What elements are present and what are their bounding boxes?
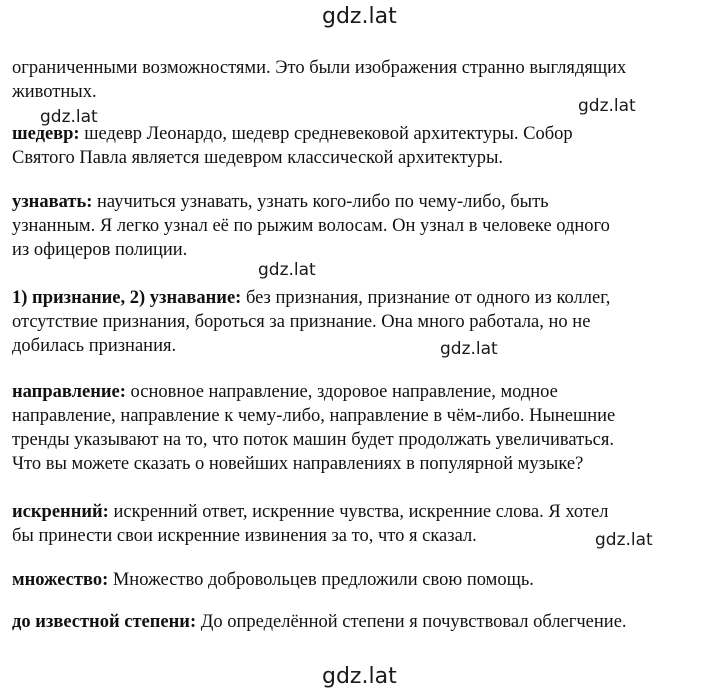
entry-text: искренний ответ, искренние чувства, искренние слова. Я хотел <box>108 502 609 522</box>
entry-direction-line-4: Что вы можете сказать о новейших направлениях в популярной музыке? <box>12 454 584 474</box>
entry-text: Множество добровольцев предложили свою помощь. <box>108 570 534 590</box>
entry-text: без признания, признание от одного из коллег, <box>241 288 611 308</box>
watermark-top: gdz.lat <box>322 4 397 29</box>
watermark: gdz.lat <box>40 107 98 127</box>
watermark-bottom: gdz.lat <box>322 664 397 689</box>
entry-term: до известной степени: <box>12 612 197 632</box>
entry-recognition-line-3: добилась признания. <box>12 336 177 356</box>
intro-line-2: животных. <box>12 82 97 102</box>
entry-term: направление: <box>12 382 126 402</box>
watermark: gdz.lat <box>595 530 653 550</box>
entry-recognize-line-1 <box>12 190 549 214</box>
watermark: gdz.lat <box>258 260 316 280</box>
entry-term: множество: <box>12 570 109 590</box>
entry-term: шедевр: <box>12 124 80 144</box>
entry-text: научиться узнавать, узнать кого-либо по чему-либо, быть <box>92 192 549 212</box>
entry-text: шедевр Леонардо, шедевр средневековой архитектуры. Собор <box>79 124 573 144</box>
entry-sincere-line-1 <box>12 500 608 524</box>
entry-direction-line-3: тренды указывают на то, что поток машин будет продолжать увеличиваться. <box>12 430 615 450</box>
watermark: gdz.lat <box>440 339 498 359</box>
entry-masterpiece-line-2: Святого Павла является шедевром классической архитектуры. <box>12 148 504 168</box>
entry-term: 1) признание, 2) узнавание: <box>12 288 242 308</box>
intro-line-1: ограниченными возможностями. Это были изображения странно выглядящих <box>12 58 627 78</box>
entry-extent-line-1 <box>12 610 627 634</box>
entry-term: узнавать: <box>12 192 93 212</box>
entry-text: основное направление, здоровое направление, модное <box>125 382 558 402</box>
entry-recognize-line-3: из офицеров полиции. <box>12 240 188 260</box>
entry-recognize-line-2: узнанным. Я легко узнал её по рыжим волосам. Он узнал в человеке одного <box>12 216 610 236</box>
entry-recognition-line-2: отсутствие признания, бороться за признание. Она много работала, но не <box>12 312 591 332</box>
entry-recognition-line-1 <box>12 286 610 310</box>
entry-multitude-line-1 <box>12 568 534 592</box>
entry-direction-line-1 <box>12 380 558 404</box>
entry-sincere-line-2: бы принести свои искренние извинения за то, что я сказал. <box>12 526 477 546</box>
watermark: gdz.lat <box>578 96 636 116</box>
entry-term: искренний: <box>12 502 109 522</box>
entry-masterpiece-line-1 <box>12 122 573 146</box>
entry-text: До определённой степени я почувствовал облегчение. <box>196 612 627 632</box>
entry-direction-line-2: направление, направление к чему-либо, направление в чём-либо. Нынешние <box>12 406 616 426</box>
